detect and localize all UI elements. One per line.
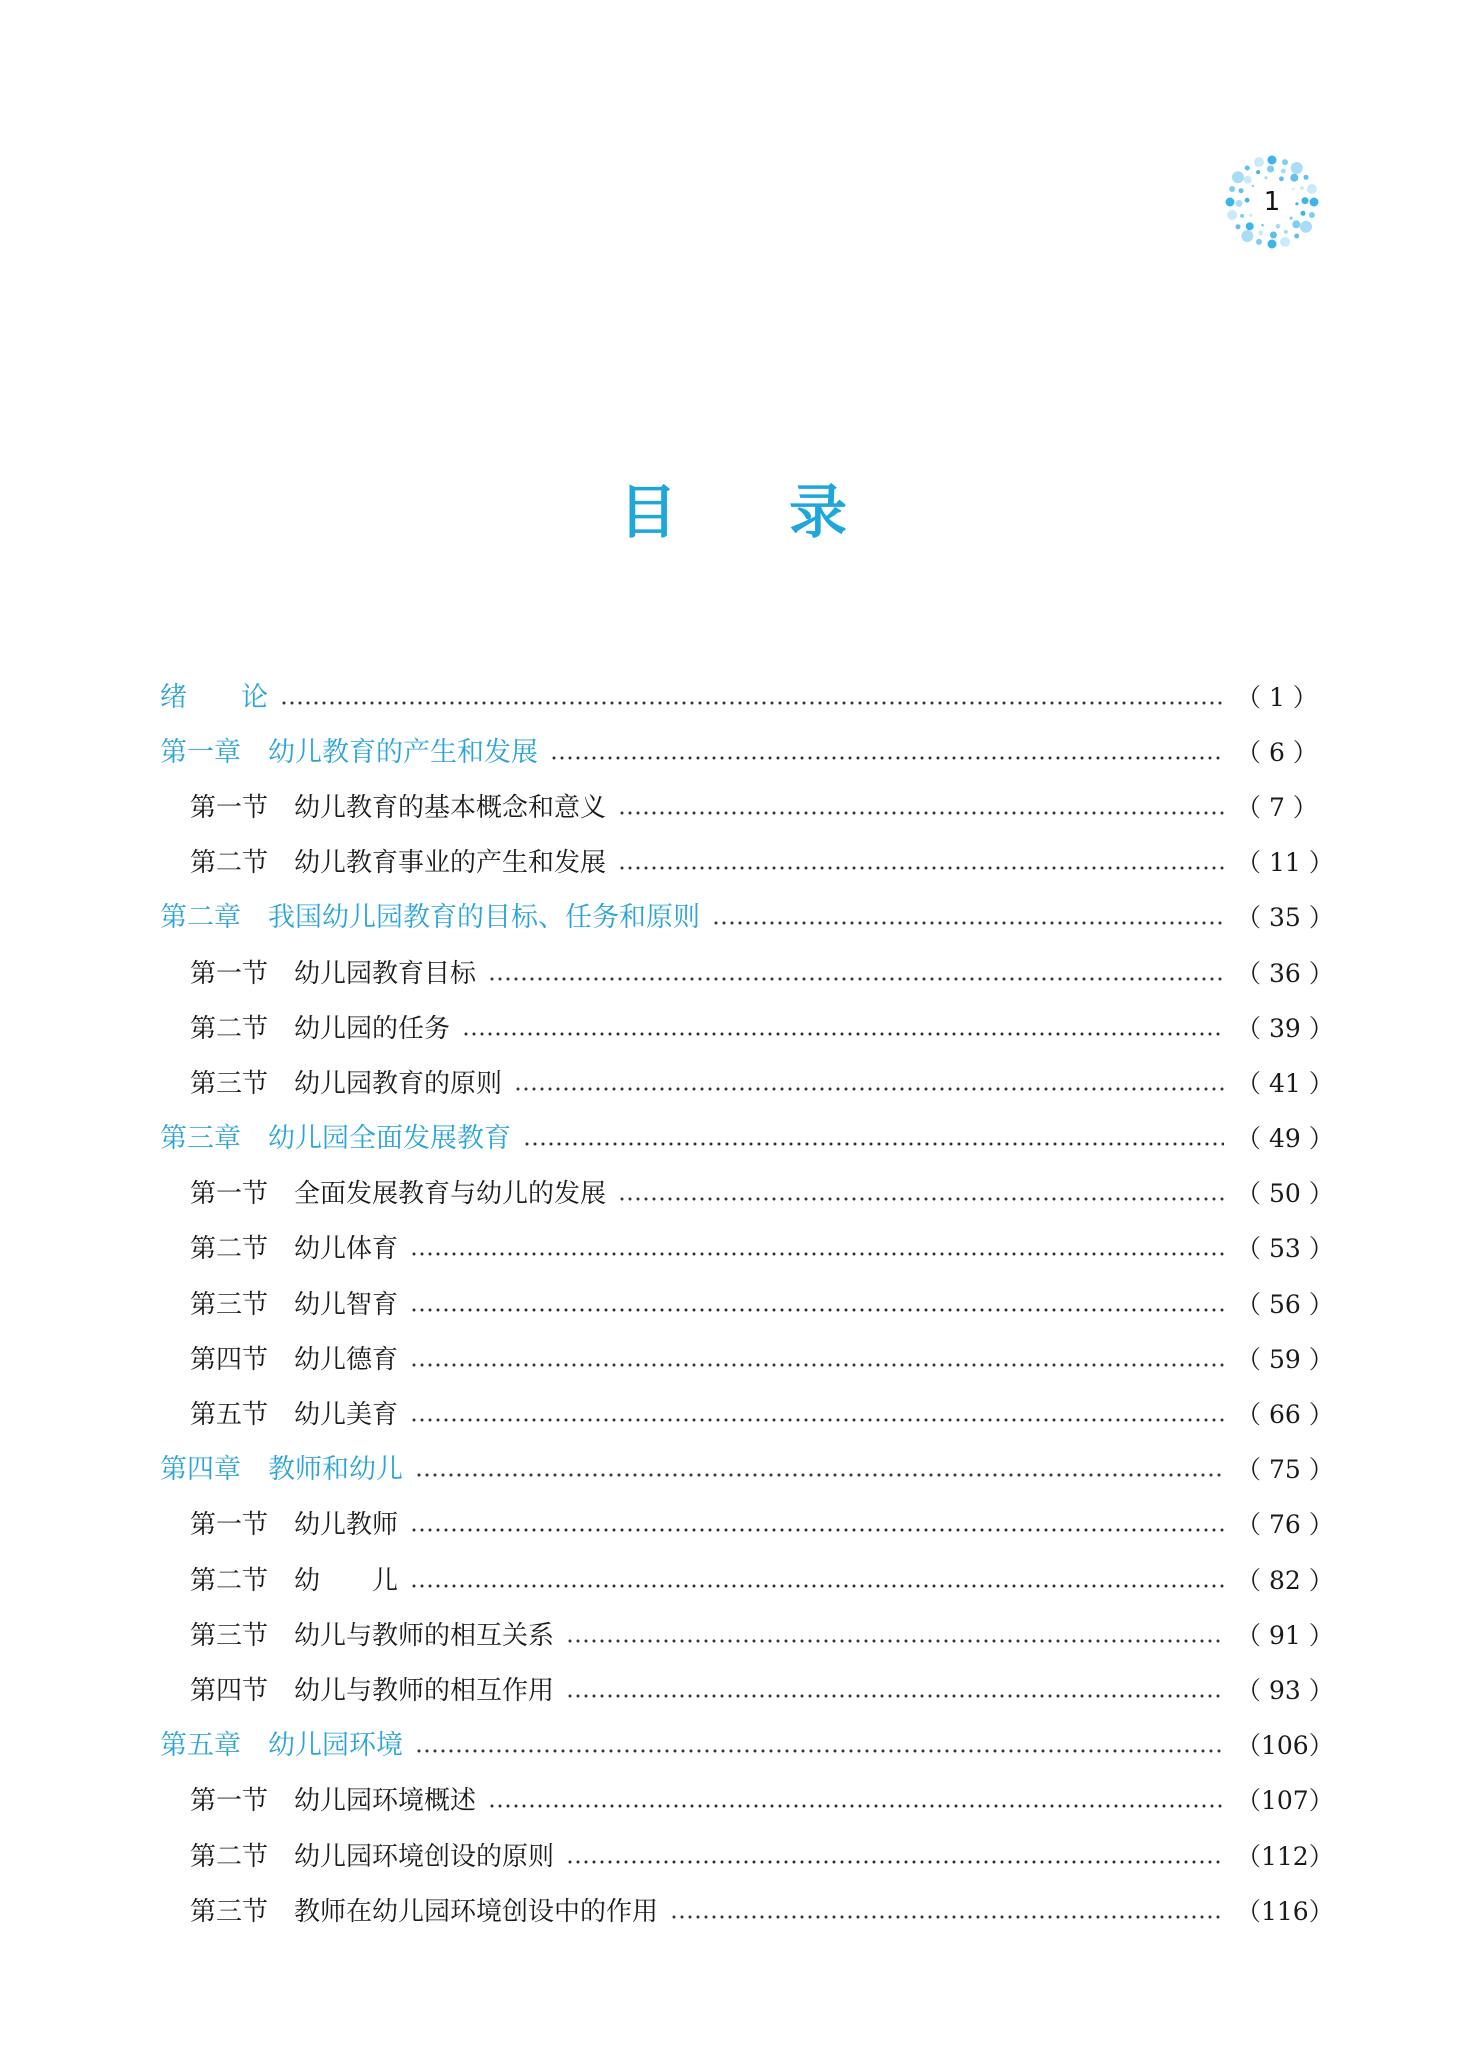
- dot-leader: [410, 1361, 1224, 1369]
- toc-page-number: （ 41 ）: [1236, 1068, 1334, 1098]
- dot-leader: [618, 864, 1224, 872]
- toc-entry-label: 第三节 幼儿园教育的原则: [190, 1068, 503, 1099]
- toc-section[interactable]: [160, 1608, 1334, 1663]
- toc-entry-label: 绪 论: [160, 681, 268, 713]
- toc-section[interactable]: [160, 1222, 1334, 1277]
- page-number-badge: [1222, 152, 1322, 252]
- toc-page-number: （107）: [1236, 1786, 1334, 1816]
- dot-leader: [410, 1416, 1224, 1424]
- dot-leader: [410, 1306, 1224, 1314]
- toc-entry-label: 第三节 幼儿智育: [190, 1289, 399, 1320]
- title-char: 目: [618, 477, 677, 546]
- toc-section[interactable]: [160, 1332, 1334, 1387]
- toc-page-number: （ 56 ）: [1236, 1289, 1334, 1319]
- dot-leader: [566, 1858, 1224, 1866]
- title-char: 录: [789, 477, 848, 546]
- toc-page-number: （ 6 ）: [1236, 737, 1318, 767]
- toc-entry-label: 第一节 幼儿园教育目标: [190, 958, 477, 989]
- toc-section[interactable]: [160, 1387, 1334, 1442]
- toc-page-number: （ 35 ）: [1236, 903, 1334, 933]
- dot-leader: [488, 975, 1224, 983]
- toc-page-number: （ 36 ）: [1236, 958, 1334, 988]
- toc-entry-label: 第二节 幼儿体育: [190, 1234, 399, 1265]
- toc-section[interactable]: [160, 1884, 1334, 1939]
- toc-page-number: （ 11 ）: [1236, 848, 1334, 878]
- dot-leader: [566, 1692, 1224, 1700]
- dot-leader: [280, 699, 1224, 707]
- toc-section[interactable]: [160, 1663, 1334, 1718]
- table-of-contents: [160, 670, 1334, 1939]
- toc-entry-label: 第四章 教师和幼儿: [160, 1454, 403, 1486]
- dot-leader: [410, 1250, 1224, 1258]
- toc-section[interactable]: [160, 1001, 1334, 1056]
- dot-leader: [462, 1030, 1224, 1038]
- toc-page-number: （ 7 ）: [1236, 792, 1318, 822]
- toc-entry-label: 第二节 幼儿园环境创设的原则: [190, 1841, 555, 1872]
- toc-entry-label: 第二章 我国幼儿园教育的目标、任务和原则: [160, 902, 700, 934]
- toc-page-number: （ 66 ）: [1236, 1400, 1334, 1430]
- toc-section[interactable]: [160, 1553, 1334, 1608]
- toc-section[interactable]: [160, 1829, 1334, 1884]
- dot-leader: [618, 809, 1224, 817]
- toc-entry-label: 第一节 幼儿园环境概述: [190, 1786, 477, 1817]
- toc-entry-label: 第二节 幼儿教育事业的产生和发展: [190, 848, 607, 879]
- toc-entry-label: 第三节 教师在幼儿园环境创设中的作用: [190, 1896, 659, 1927]
- page-number: 1: [1263, 187, 1281, 217]
- toc-section[interactable]: [160, 1498, 1334, 1553]
- dot-leader: [415, 1471, 1224, 1479]
- dot-leader: [523, 1140, 1224, 1148]
- dot-leader: [566, 1637, 1224, 1645]
- toc-page-number: （116）: [1236, 1896, 1334, 1926]
- toc-page-number: （ 59 ）: [1236, 1344, 1334, 1374]
- toc-page-number: （ 82 ）: [1236, 1565, 1334, 1595]
- dot-leader: [410, 1526, 1224, 1534]
- toc-chapter[interactable]: [160, 725, 1318, 780]
- toc-section[interactable]: [160, 836, 1334, 891]
- toc-chapter[interactable]: [160, 670, 1318, 725]
- toc-entry-label: 第三章 幼儿园全面发展教育: [160, 1123, 511, 1155]
- toc-page-number: （ 91 ）: [1236, 1620, 1334, 1650]
- toc-entry-label: 第一节 幼儿教育的基本概念和意义: [190, 792, 607, 823]
- toc-entry-label: 第一章 幼儿教育的产生和发展: [160, 736, 538, 768]
- toc-entry-label: 第四节 幼儿德育: [190, 1344, 399, 1375]
- toc-page-number: （106）: [1236, 1731, 1334, 1761]
- toc-entry-label: 第五章 幼儿园环境: [160, 1730, 403, 1762]
- toc-chapter[interactable]: [160, 891, 1334, 946]
- dot-leader: [550, 754, 1224, 762]
- toc-page-number: （ 75 ）: [1236, 1455, 1334, 1485]
- dot-leader: [488, 1802, 1224, 1810]
- toc-page-number: （ 50 ）: [1236, 1179, 1334, 1209]
- toc-entry-label: 第四节 幼儿与教师的相互作用: [190, 1675, 555, 1706]
- toc-section[interactable]: [160, 1167, 1334, 1222]
- page-title: [0, 477, 1466, 547]
- dot-leader: [415, 1747, 1224, 1755]
- toc-section[interactable]: [160, 1277, 1334, 1332]
- toc-page-number: （112）: [1236, 1841, 1334, 1871]
- toc-chapter[interactable]: [160, 1443, 1334, 1498]
- toc-page-number: （ 49 ）: [1236, 1124, 1334, 1154]
- toc-page-number: （ 1 ）: [1236, 682, 1318, 712]
- dot-leader: [712, 919, 1224, 927]
- toc-page-number: （ 93 ）: [1236, 1675, 1334, 1705]
- toc-chapter[interactable]: [160, 1112, 1334, 1167]
- toc-page-number: （ 53 ）: [1236, 1234, 1334, 1264]
- toc-entry-label: 第一节 幼儿教师: [190, 1510, 399, 1541]
- toc-entry-label: 第三节 幼儿与教师的相互关系: [190, 1620, 555, 1651]
- toc-entry-label: 第五节 幼儿美育: [190, 1400, 399, 1431]
- toc-chapter[interactable]: [160, 1719, 1334, 1774]
- dot-leader: [618, 1195, 1224, 1203]
- dot-leader: [410, 1582, 1224, 1590]
- toc-section[interactable]: [160, 1774, 1334, 1829]
- dot-leader: [670, 1913, 1224, 1921]
- toc-section[interactable]: [160, 780, 1318, 835]
- toc-entry-label: 第二节 幼儿园的任务: [190, 1013, 451, 1044]
- toc-entry-label: 第二节 幼 儿: [190, 1565, 399, 1596]
- toc-section[interactable]: [160, 1056, 1334, 1111]
- toc-page-number: （ 76 ）: [1236, 1510, 1334, 1540]
- toc-section[interactable]: [160, 946, 1334, 1001]
- toc-page-number: （ 39 ）: [1236, 1013, 1334, 1043]
- dot-leader: [514, 1085, 1224, 1093]
- toc-entry-label: 第一节 全面发展教育与幼儿的发展: [190, 1179, 607, 1210]
